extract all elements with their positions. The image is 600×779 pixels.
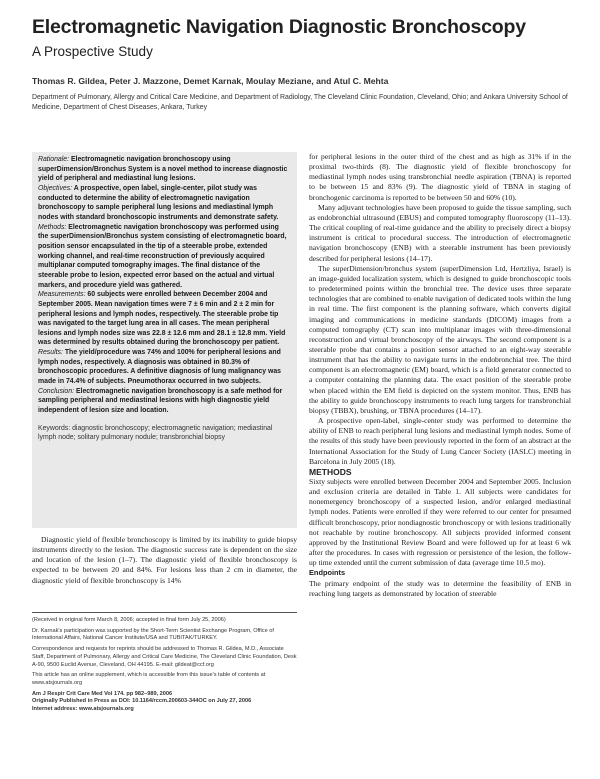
article-subtitle: A Prospective Study [32,44,153,59]
abstract-measurements: Measurements: 60 subjects were enrolled between December 2004 and September 2005. Mean navigation times were 7 ± 6 min and 2 ± 2 min for peripheral lesions and lymph nodes, respectively. The steerable probe tip was navigated to the target lung area in all cases. The mean peripheral lesions and lymph nodes size was 22.8 ± 12.6 mm and 28.1 ± 12.8 mm. Yield was determined by results obtained during the bronchoscopy per patient. [38,291,286,347]
abstract-box [32,152,297,528]
right-column [309,152,571,599]
abstract-conclusion: Conclusion: Electromagnetic navigation bronchoscopy is a safe method for sampling peripheral and mediastinal lesions with high diagnostic yield independent of lesion size and location. [38,387,283,415]
abstract-rationale: Rationale: Electromagnetic navigation bronchoscopy using superDimension/Bronchus System is a novel method to increase diagnostic yield of peripheral and mediastinal lung lesions. [38,156,288,183]
article-title: Electromagnetic Navigation Diagnostic Bronchoscopy [32,16,526,38]
abstract-objectives: Objectives: A prospective, open label, single-center, pilot study was conducted to determine the ability of electromagnetic navigation bronchoscopy to sample peripheral lung lesions and mediastinal lymph nodes with standard bronchoscopic instruments and demonstrate safety. [38,184,279,221]
abstract-results: Results: The yield/procedure was 74% and 100% for peripheral lesions and lymph nodes, respectively. A diagnosis was obtained in 80.3% of bronchoscopic procedures. A definitive diagnosis of lung malignancy was made in 74.4% of subjects. Pneumothorax occurred in two subjects. [38,349,282,386]
intro-left-column [32,535,297,586]
footnote-divider [32,612,297,613]
endpoints-paragraph-1: The primary endpoint of the study was to determine the feasibility of ENB in reaching lung targets as demonstrated by location of steerable [309,578,571,598]
author-affiliation: Department of Pulmonary, Allergy and Critical Care Medicine, and Department of Radiology, The Cleveland Clinic Foundation, Cleveland, Ohio; and Ankara University School of Medicine, Department of Chest Diseases, Ankara, Turkey [32,94,568,111]
author-list: Thomas R. Gildea, Peter J. Mazzone, Demet Karnak, Moulay Meziane, and Atul C. Mehta [32,76,389,86]
intro-paragraph-1-continued: for peripheral lesions in the outer third of the chest and as high as 31% if in the proximal two-thirds (8). The diagnostic yield of flexible bronchoscopy for mediastinal lymph nodes using transbronchial needle aspiration (TBNA) is reported to be between 15 and 83% (9). The diagnostic yield of TBNA in staging of bronchogenic carcinoma is reported to be between 50 and 60% (10). [309,152,571,202]
intro-paragraph-2: Many adjuvant technologies have been proposed to guide the tissue sampling, such as endobronchial ultrasound (EBUS) and computed tomography fluoroscopy (11–13). The critical coupling of real-time guidance and the ability to precisely direct a biopsy instrument is critical to procedural success. The introduction of electromagnetic navigation bronchoscopy (ENB) with a steerable instrument has been previously described for peripheral lesions (14–17). [309,202,571,263]
intro-paragraph-1: Diagnostic yield of flexible bronchoscopy is limited by its inability to guide biopsy instruments directly to the lesion. The diagnostic success rate is dependent on the size and location of the lesion (1–7). The diagnostic yield of flexible bronchoscopy is expected to be between 20 and 84%. For lesions less than 2 cm in diameter, the diagnostic yield of flexible bronchoscopy is 14% [32,535,297,585]
supplement-note: This article has an online supplement, which is accessible from this issue's table of contents at www.atsjournals.org [32,672,266,686]
journal-citation: Am J Respir Crit Care Med Vol 174. pp 982–989, 2006 Originally Published in Press as DOI: 10.1164/rccm.200603-344OC on July 27, 2006 Internet address: www.atsjournals.org [32,690,252,713]
intro-paragraph-3: The superDimension/bronchus system (superDimension Ltd, Hertzliya, Israel) is an image-guided localization system, which is designed to guide bronchoscopic tools to predetermined points within the bronchial tree. The device uses three separate technologies that are combined to enable navigation of dedicated tools within the lung in real time. The first component is the planning software, which converts digital imaging and communications in medicine standards (DICOM) images from a computed tomography (CT) scan into multiplanar images with three-dimensional reconstruction and virtual bronchoscopy of the airways. The second component is a steerable probe that contains a position sensor attached to an eight-way steerable instrument that has the ability to navigate turns in the endobronchial tree. The third component is an electromagnetic (EM) board, which is a field generator connected to a computer containing the planning data. The exact position of the steerable probe when placed within the EM field is depicted on the system monitor. Thus, ENB has the ability to guide bronchoscopy instruments to reach lung targets for transbronchial biopsy (TBBX), brushing, or TBNA procedures (14–17). [309,263,571,415]
footnotes [32,617,297,714]
received-note: (Received in original form March 8, 2006; accepted in final form July 25, 2006) [32,617,226,623]
abstract-keywords: Keywords: diagnostic bronchoscopy; electromagnetic navigation; mediastinal lymph node; solitary pulmonary nodule; transbronchial biopsy [38,424,273,442]
support-note: Dr. Karnak's participation was supported by the Short-Term Scientist Exchange Program, Office of International Affairs, National Cancer Institute/USA and TUBITAK/TURKEY. [32,627,274,642]
abstract [32,152,297,443]
endpoints-heading: Endpoints [309,568,346,578]
abstract-methods: Methods: Electromagnetic navigation bronchoscopy was performed using the superDimension/Bronchus system consisting of electromagnetic board, position sensor encapsulated in the tip of a steerable probe, extended working channel, and real-time reconstruction of previously acquired multiplanar computed tomography images. The final distance of the steerable probe to lesion, expected error based on the actual and virtual markers, and procedure yield was gathered. [38,223,287,289]
methods-heading: METHODS [309,466,352,477]
intro-paragraph-4: A prospective open-label, single-center study was performed to determine the ability of ENB to reach peripheral lung lesions and mediastinal lymph nodes. Some of the results of this study have been previously reported in the form of an abstract at the International Association for the Study of Lung Cancer Society (IASLC) meeting in Barcelona in July 2005 (18). [309,416,571,466]
methods-paragraph-1: Sixty subjects were enrolled between December 2004 and September 2005. Inclusion and exclusion criteria are detailed in Table 1. All subjects were candidates for nonemergency bronchoscopy of a suspected lesion, and/or enlarged mediastinal lymph nodes. Patients were enrolled if they were referred to our center for presumed difficult bronchoscopy, prior nondiagnostic bronchoscopy or with lesions traditionally not reachable by routine bronchoscopy. All subjects provided informed consent approved by the Institutional Review Board and were followed up for at least 6 wk after the procedures. In cases with regression or persistence of the lesion, the follow-up time extended until the current submission of data (average time 10.5 mo). [309,477,571,568]
correspondence-note: Correspondence and requests for reprints should be addressed to Thomas R. Gildea, M.D., Associate Staff, Department of Pulmonary, Allergy and Critical Care Medicine, The Cleveland Clinic Foundation, Desk A-90, 9500 Euclid Avenue, Cleveland, OH 44195. E-mail: gildeat@ccf.org [32,646,297,668]
